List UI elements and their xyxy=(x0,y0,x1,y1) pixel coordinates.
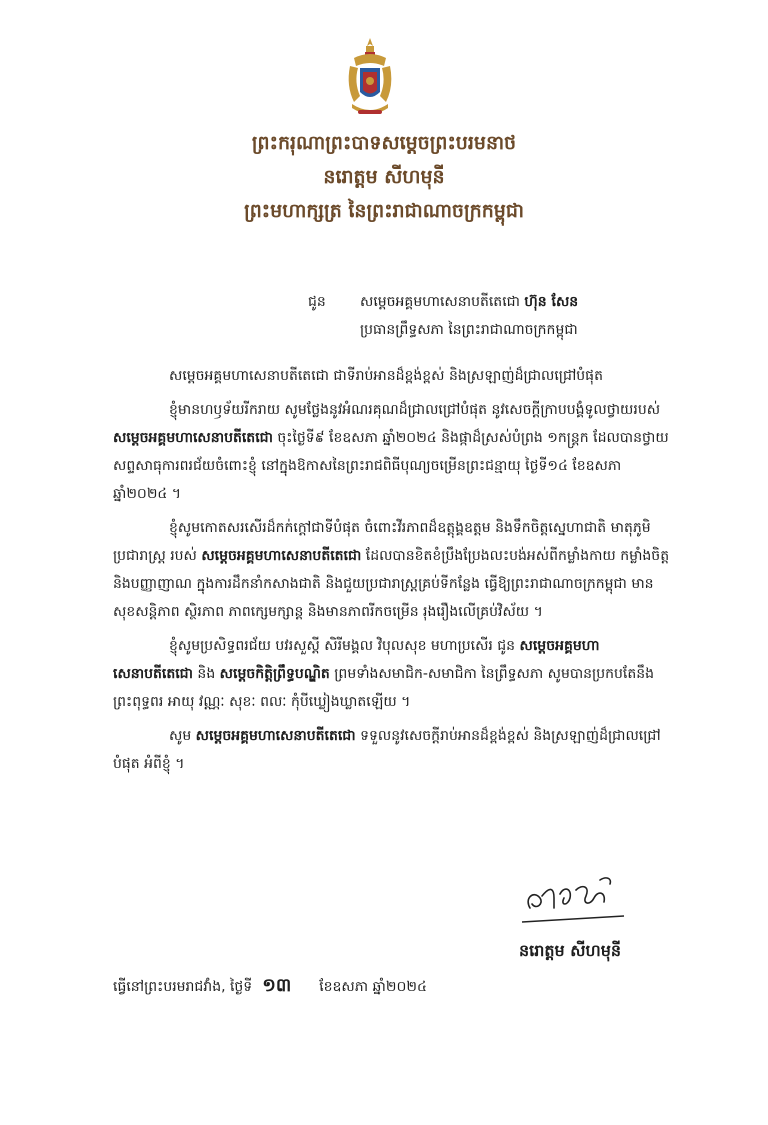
recipient-position: ប្រធានព្រឹទ្ធសភា នៃព្រះរាជាណាចក្រកម្ពុជា xyxy=(360,322,578,338)
header-line-3: ព្រះមហាក្សត្រ នៃព្រះរាជាណាចក្រកម្ពុជា xyxy=(244,200,524,222)
recipient-label: ជូន xyxy=(308,294,326,310)
header-line-1: ព្រះករុណាព្រះបាទសម្តេចព្រះបរមនាថ xyxy=(251,132,517,154)
recipient-name xyxy=(360,288,578,316)
letter-header xyxy=(0,126,768,228)
date-month-year: ខែឧសភា ឆ្នាំ២០២៤ xyxy=(319,979,427,995)
paragraph-3: ខ្ញុំសូមប្រសិទ្ធពរជ័យ បវរសួស្តី សិរីមង្គល វិបុលសុខ មហាប្រសើរ ជូន សម្តេចអគ្គមហាសេនាបតីតេជោ និង សម្តេចកិត្តិព្រឹទ្ធបណ្ឌិត ព្រមទាំងសមាជិក-សមាជិកា នៃព្រឹទ្ធសភា សូមបានប្រកបតែនឹងព្រះពុទ្ធពរ អាយុ វណ្ណៈ សុខៈ ពលៈ កុំបីឃ្លៀងឃ្លាតឡើយ ។ xyxy=(113,638,654,710)
recipient-name-bold: ហ៊ុន សែន xyxy=(524,294,579,310)
letter-body xyxy=(113,362,673,784)
date-line xyxy=(113,972,427,1001)
date-prefix: ធ្វើនៅព្រះបរមរាជវាំង, ថ្ងៃទី xyxy=(113,979,253,995)
royal-arms-emblem-icon xyxy=(344,36,396,122)
signatory-name: នរោត្តម សីហមុនី xyxy=(518,941,622,960)
salutation: សម្តេចអគ្គមហាសេនាបតីតេជោ ជាទីរាប់អានដ៏ខ្ពង់ខ្ពស់ និងស្រឡាញ់ដ៏ជ្រាលជ្រៅបំផុត xyxy=(169,368,603,384)
paragraph-4: សូម សម្តេចអគ្គមហាសេនាបតីតេជោ ទទួលនូវសេចក្តីរាប់អានដ៏ខ្ពង់ខ្ពស់ និងស្រឡាញ់ដ៏ជ្រាលជ្រៅបំផុត អំពីខ្ញុំ ។ xyxy=(113,728,661,772)
paragraph-2: ខ្ញុំសូមកោតសរសើរដ៏កក់ក្តៅជាទីបំផុត ចំពោះវីរភាពដ៏ឧត្តុង្គឧត្តម និងទឹកចិត្តស្នេហាជាតិ មាតុភូមិ ប្រជារាស្ត្រ របស់ សម្តេចអគ្គមហាសេនាបតីតេជោ ដែលបានខិតខំប្រឹងប្រែងលះបង់អស់ពីកម្លាំងកាយ កម្លាំងចិត្ត និងបញ្ញាញាណ ក្នុងការដឹកនាំកសាងជាតិ និងជួយប្រជារាស្ត្រគ្រប់ទីកន្លែង ធ្វើឱ្យព្រះរាជាណាចក្រកម្ពុជា មានសុខសន្តិភាព ស្ថិរភាព ភាពក្សេមក្សាន្ត និងមានភាពរីកចម្រើន រុងរឿងលើគ្រប់វិស័យ ។ xyxy=(113,520,670,620)
recipient-title: សម្តេចអគ្គមហាសេនាបតីតេជោ xyxy=(360,294,525,310)
handwritten-signature xyxy=(520,868,630,928)
header-line-2: នរោត្តម សីហមុនី xyxy=(323,166,445,188)
paragraph-1: ខ្ញុំមានហឫទ័យរីករាយ សូមថ្លែងនូវអំណរគុណដ៏ជ្រាលជ្រៅបំផុត នូវសេចក្តីក្រាបបង្គំទូលថ្វាយរបស់ សម្តេចអគ្គមហាសេនាបតីតេជោ ចុះថ្ងៃទី៩ ខែឧសភា ឆ្នាំ២០២៤ និងផ្កាដ៏ស្រស់បំព្រង ១កន្ត្រក ដែលបានថ្វាយសព្ទសាធុការពរជ័យចំពោះខ្ញុំ នៅក្នុងឱកាសនៃព្រះរាជពិធីបុណ្យចម្រើនព្រះជន្មាយុ ថ្ងៃទី១៤ ខែឧសភា ឆ្នាំ២០២៤ ។ xyxy=(113,402,669,502)
date-day: ១៣ xyxy=(262,975,292,996)
recipient-block xyxy=(308,288,748,344)
